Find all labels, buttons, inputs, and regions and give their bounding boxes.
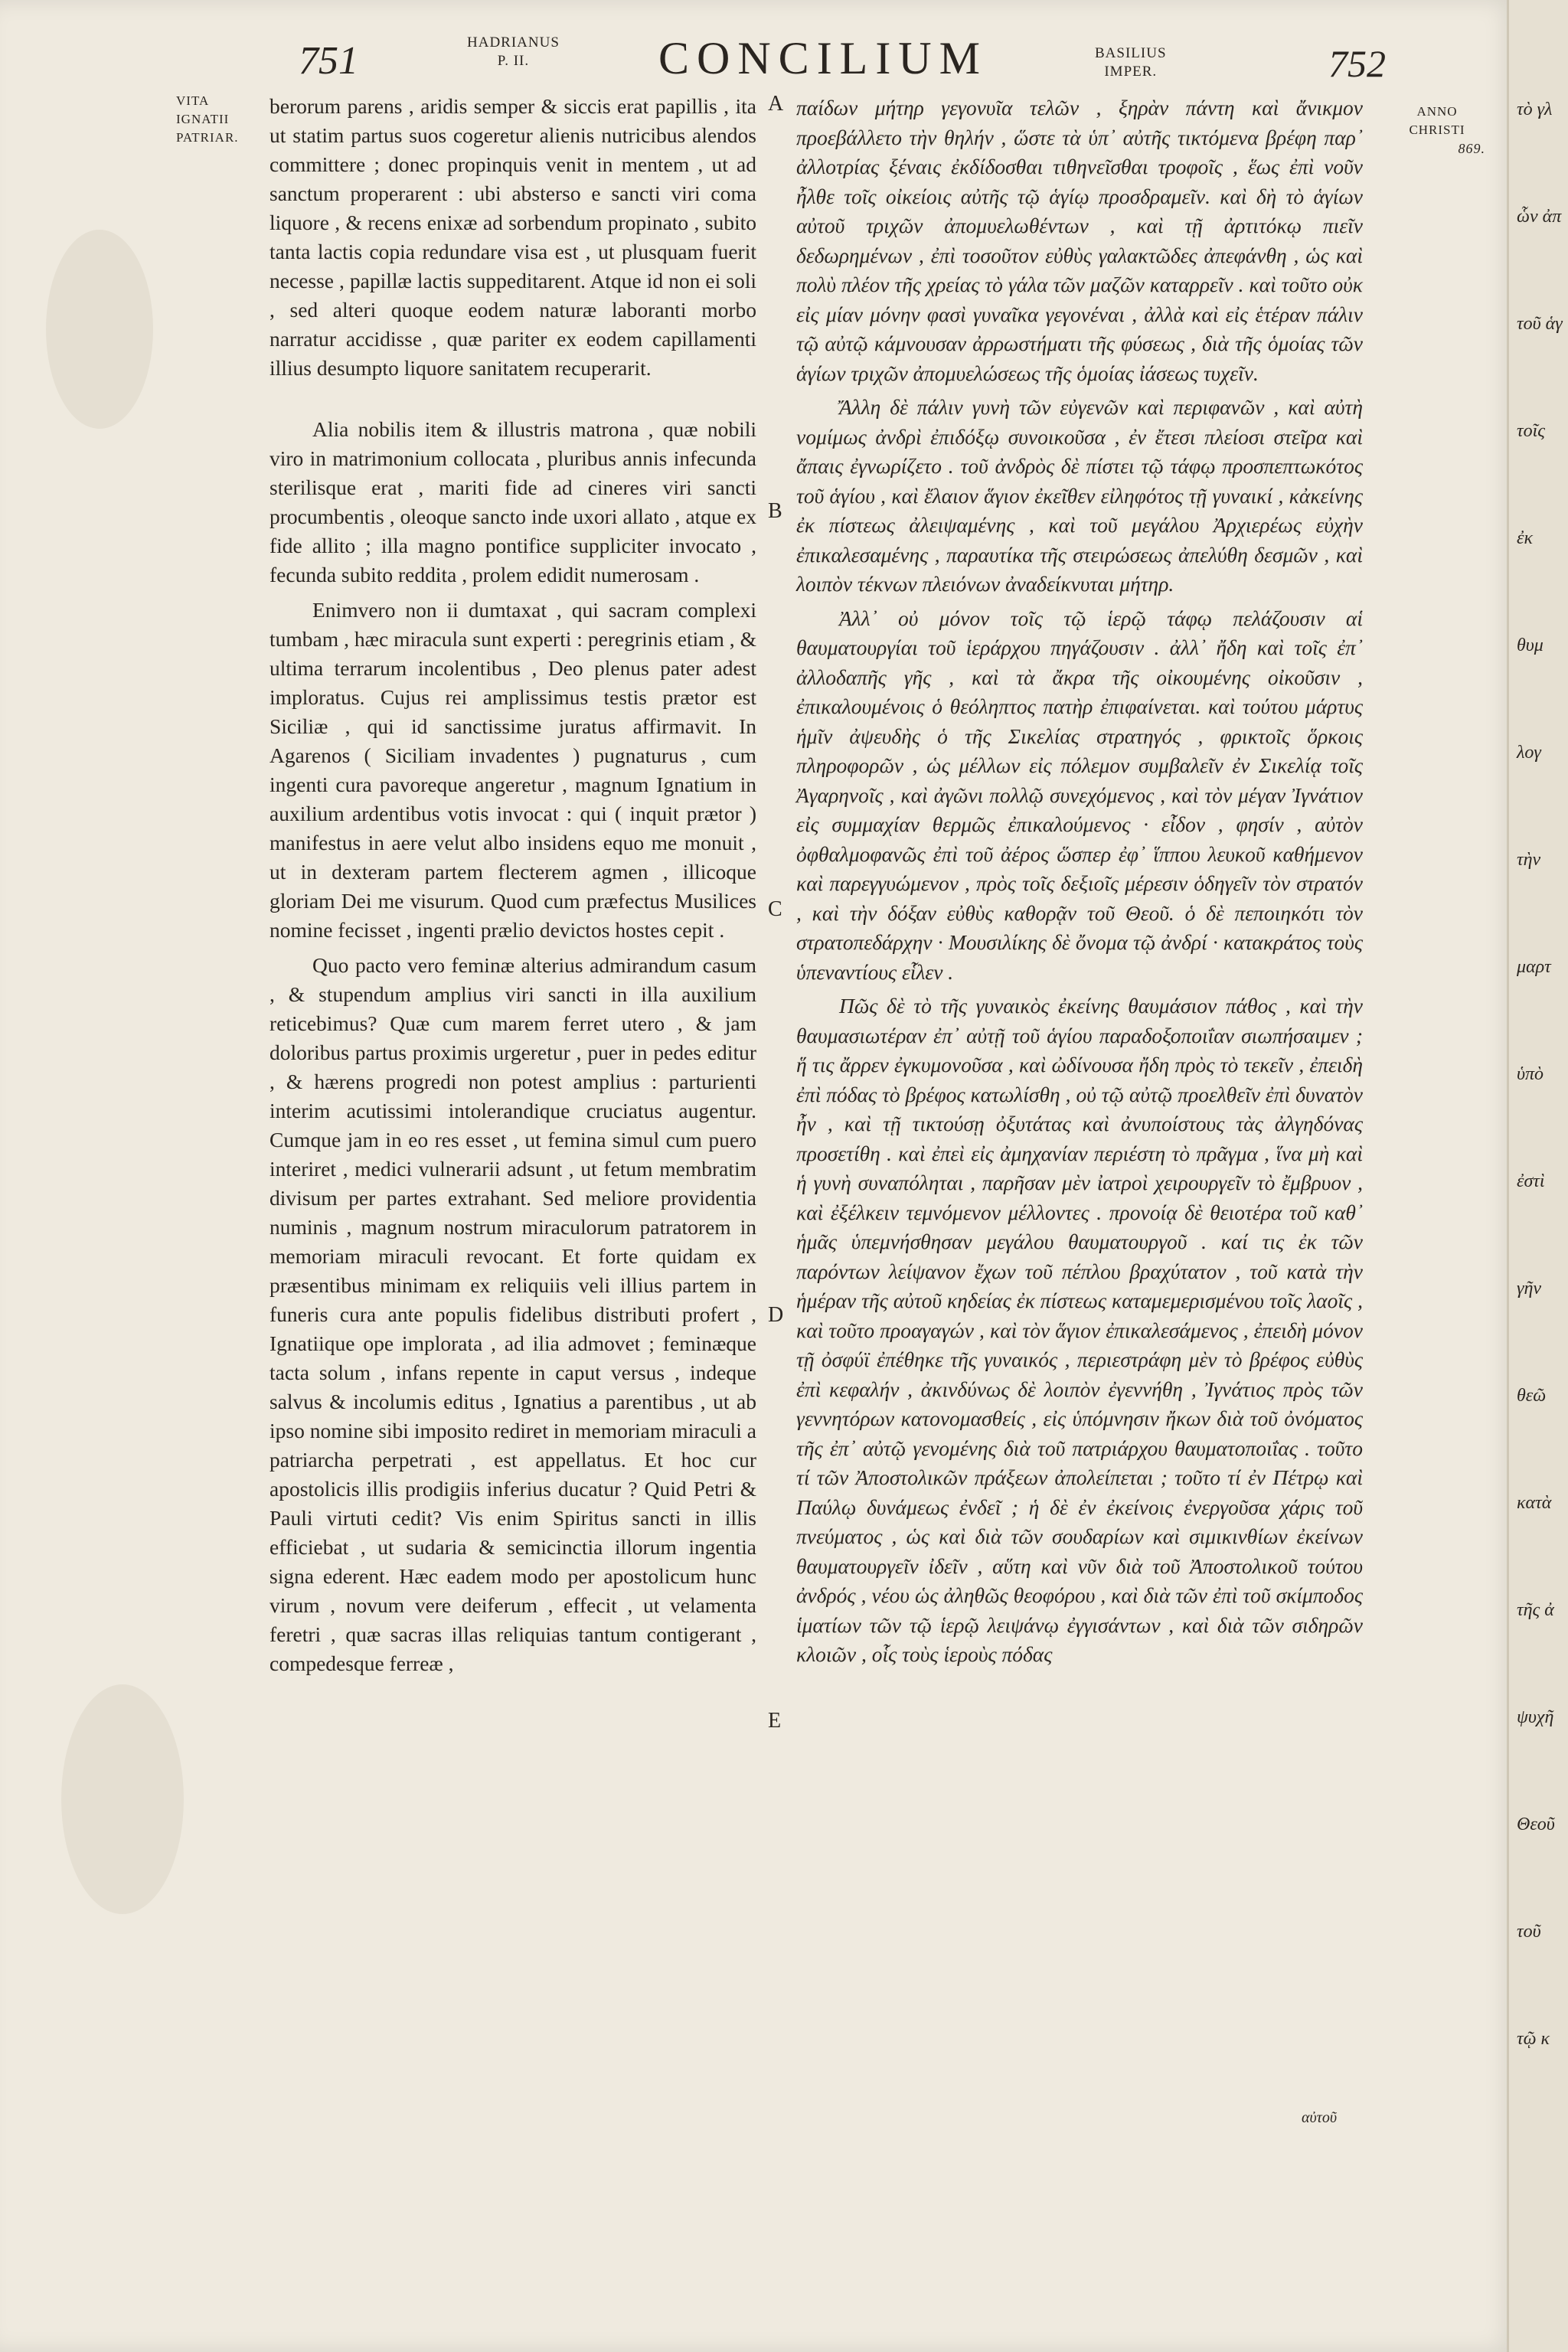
- latin-paragraph: Quo pacto vero feminæ alterius admirandum casum , & stupendum amplius viri sancti in illa auxilium reticebimus? Quæ cum marem ferret utero , & jam doloribus partus proximis urgeretur , puer in pedes editur , & hærens progredi non potest amplius : parturienti interim acutissimi intolerandique cruciatus augentur. Cumque jam in eo res esset , ut femina simul cum puero interiret , medici vulnerarii adsunt , ut fetum membratim divisum per partes extrahant. Sed meliore providentia numinis , magnum nostrum miraculorum patratorem in memoriam miraculi revocant. Et forte quidam ex præsentibus minimam ex reliquiis veli illius partem in funeris cura ante populis fidelibus distributi profert , Ignatiique ope implorata , ad ilia admovet ; feminæque tacta solum , infans repente in caput versus , indeque salvus & incolumis editus , Ignatius a parentibus , ut ab ipso nomine sibi imposito rediret in memoriam miraculi a patriarcha perpetrati , est appellatus. Et hoc cur apostolicis illis prodigiis inferius ducatur ? Quid Petri & Pauli virtuti cedit? Vis enim Spiritus sancti in illis efficiebat , ut sudaria & semicinctia illorum ingentia signa ederent. Hæc eadem modo per apostolicum hunc virum , novum vere deiferum , effecit , ut velamenta feretri , quæ sacras illas reliquias tantum contigerant , compedesque ferreæ ,: [270, 953, 756, 1675]
- facing-page-fragment: λογ: [1517, 743, 1541, 763]
- latin-paragraph: berorum parens , aridis semper & siccis erat papillis , ita ut statim partus suos cogeretur alienis nutricibus alendos committere ; donec propinquis venit in mentem , ut ad sanctum properarent : ubi absterso e sancti viri coma liquore , & recens enixæ ad sorbendum propinato , subito tanta lactis copia redundare visa est , ut plusquam fuerit necesse , papillæ lactis suppeditarent. Atque id non ei soli , sed alteri quoque eodem naturæ laboranti morbo narratur accidisse , quæ pariter ex eodem capillamenti illius desumpto liquore sanitatem recuperarit.: [270, 94, 756, 380]
- catchword: αὐτοῦ: [1302, 2109, 1338, 2126]
- margin-note-line: ANNO: [1416, 104, 1458, 119]
- section-mark-e: E: [768, 1709, 782, 1733]
- running-head-right: [1095, 44, 1167, 81]
- section-mark-c: C: [768, 897, 782, 921]
- margin-year: 869.: [1458, 141, 1485, 156]
- facing-page-fragment: τὴν: [1517, 850, 1541, 870]
- greek-paragraph: Ἄλλη δὲ πάλιν γυνὴ τῶν εὐγενῶν καὶ περιφανῶν , καὶ αὐτὴ νομίμως ἀνδρὶ ἐπιδόξῳ συνοικοῦσα , ἐν ἔτεσι πλείοσι στεῖρα καὶ ἄπαις ἐγνωρίζετο . τοῦ ἀνδρὸς δὲ πίστει τῷ τάφῳ προσπεπτωκότος τοῦ ἁγίου , καὶ ἔλαιον ἅγιον ἐκεῖθεν εἰληφότος τῇ γυναικί , κἀκείνης ἐκ πίστεως ἀλειψαμένης , καὶ τοῦ μεγάλου Ἀρχιερέως εὐχὴν ἐπικαλεσαμένης , παραυτίκα τῆς στειρώσεως ἀπελύθη δεσμῶν , καὶ λοιπὸν τέκνων πλειόνων ἀναδείκνυται μήτηρ.: [796, 395, 1363, 596]
- facing-page-fragment: θεῶ: [1517, 1386, 1547, 1406]
- latin-paragraph: Enimvero non ii dumtaxat , qui sacram complexi tumbam , hæc miracula sunt experti : peregrinis etiam , & ultima terrarum incolentibus , Deo plenus pater adest imploratus. Cujus rei amplissimus testis prætor est Siciliæ , qui id sanctissime juratus affirmavit. In Agarenos ( Siciliam invadentes ) pugnaturus , cum ingenti cura pavoreque angeretur , magnum Ignatium in auxilium ardentibus votis invocat : qui ( inquit prætor ) manifestus in aere velut albo insidens equo me monuit , ut in dexteram partem flecterem agmen , illicoque gloriam Dei me visurum. Quod cum præfectus Musilices nomine fecisset , ingenti prælio devictos hostes cepit .: [270, 598, 756, 942]
- greek-paragraph: παίδων μήτηρ γεγονυῖα τελῶν , ξηρὰν πάντη καὶ ἄνικμον προεβάλλετο τὴν θηλήν , ὥστε τὰ ὑπ᾽ αὐτῆς τικτόμενα βρέφη παρ᾽ ἀλλοτρίας ξέναις ἐκδίδοσθαι τιθηνεῖσθαι τροφοῖς , ἕως ἐπὶ νοῦν ἦλθε τοῖς οἰκείοις αὐτῆς τῷ ἁγίῳ προσδραμεῖν. καὶ δὴ τὸ ἁγίων αὐτοῦ τριχῶν ἀπομυελωθέντων , καὶ τῇ ἀρτιτόκῳ πιεῖν δεδωρημένων , ἐπὶ τοσοῦτον εὐθὺς γαλακτῶδες ἀπεφάνθη , ὡς καὶ πολὺ πλέον τῆς χρείας τὸ γάλα τῶν μαζῶν καταρρεῖν . καὶ τοῦτο οὐκ εἰς μίαν μόνην φασὶ γυναῖκα γεγονέναι , ἀλλὰ καὶ εἰς ἑτέραν πάλιν τῷ αὐτῷ κάμνουσαν ἀρρωστήματι τῆς φύσεως , διὰ τῆς ὁμοίας τῶν ἁγίων τριχῶν ἀπομυελώσεως τῆς ὁμοίας ἰάσεως τυχεῖν.: [796, 96, 1363, 385]
- facing-page-edge: [1507, 0, 1568, 2352]
- paper-stain: [61, 1684, 184, 1914]
- facing-page-fragment: ἐστὶ: [1517, 1171, 1545, 1191]
- running-head-right-line: IMPER.: [1104, 63, 1158, 80]
- latin-column: [270, 92, 756, 1678]
- section-mark-d: D: [768, 1303, 784, 1327]
- facing-page-fragment: τοῦ: [1517, 1922, 1541, 1942]
- running-head-left: [467, 34, 560, 70]
- greek-paragraph: Πῶς δὲ τὸ τῆς γυναικὸς ἐκείνης θαυμάσιον πάθος , καὶ τὴν θαυμασιωτέραν ἐπ᾽ αὐτῇ τοῦ ἁγίου παραδοξοποιΐαν σιωπήσαιμεν ; ἥ τις ἄρρεν ἐγκυμονοῦσα , καὶ ὠδίνουσα ἤδη πρὸς τὸ τεκεῖν , ἐπειδὴ ἐπὶ πόδας τὸ βρέφος κατωλίσθη , οὐ τῷ αὐτῷ προελθεῖν ἐπὶ δυνατὸν ἦν , καὶ τῇ τικτούσῃ ὀξυτάτας καὶ ἀνυποίστους τὰς ἀλγηδόνας προσετίθη . καὶ ἐπεὶ εἰς ἀμηχανίαν περιέστη τὸ πρᾶγμα , ἵνα μὴ καὶ ἡ γυνὴ συναπόληται , παρῆσαν μὲν ἰατροὶ χειρουργεῖν τὸ ἔμβρυον , καὶ ἐξέλκειν τεμνόμενον μέλλοντες . προνοίᾳ δὲ θειοτέρα τοῦ καθ᾽ ἡμᾶς ὑπεμνήσθησαν μεγάλου θαυματουργοῦ . καί τις ἐκ τῶν παρόντων λείψανον ἔχων τοῦ πέπλου βραχύτατον , τοῦ κατὰ τὴν ἡμέραν τῆς αὐτοῦ κηδείας ἐκ πίστεως καταμεμερισμένου τοῖς λαοῖς , καὶ τοῦτο προαγαγών , καὶ τὸν ἅγιον ἐπικαλεσάμενος , ἐπειδὴ μόνον τῇ ὀσφύϊ ἐπέθηκε τῆς γυναικός , περιεστράφη μὲν τὸ βρέφος εὐθὺς ἐπὶ κεφαλήν , ἀκινδύνως δὲ λοιπὸν ἐγεννήθη , Ἰγνάτιος πρὸς τῶν γεννητόρων κατονομασθείς , εἰς ὑπόμνησιν ἤκων διὰ τοῦ ὀνόματος τῆς ἐπ᾽ αὐτῷ γενομένης διὰ τοῦ πατριάρχου θαυματοποιΐας . τοῦτο τί τῶν Ἀποστολικῶν πράξεων ἀπολείπεται ; τοῦτο τί ἐν Πέτρῳ καὶ Παύλῳ δυνάμεως ἐνδεῖ ; ἡ δὲ ἐν ἐκείνοις ἐνεργοῦσα χάρις τοῦ πνεύματος , ὡς καὶ διὰ τῶν σουδαρίων καὶ σιμικινθίων ἐκείνων θαυματουργεῖν ἰδεῖν , αὕτη καὶ νῦν διὰ τοῦ Ἀποστολικοῦ τούτου ἀνδρός , νέου ὡς ἀληθῶς θεοφόρου , καὶ διὰ τῶν ἐπὶ τοῦ σκίμποδος ἱματίων τῶν τῷ ἱερῷ λειψάνῳ ἐγγισάντων , καὶ διὰ τῶν σιδηρῶν κλοιῶν , οἷς τοὺς ἱεροὺς πόδας: [796, 994, 1363, 1666]
- section-mark-b: B: [768, 499, 782, 523]
- greek-column: [796, 93, 1363, 1670]
- margin-note-line: PATRIAR.: [176, 130, 239, 145]
- facing-page-fragment: γῆν: [1517, 1279, 1542, 1298]
- page-title: CONCILIUM: [658, 33, 988, 83]
- page-number-left: 751: [299, 39, 358, 83]
- page-number-right: 752: [1328, 42, 1386, 85]
- facing-page-fragment: κατὰ: [1517, 1493, 1552, 1513]
- facing-page-fragment: τοῖς: [1517, 421, 1545, 441]
- facing-page-fragment: θυμ: [1517, 635, 1544, 655]
- facing-page-fragment: ὑπὸ: [1517, 1064, 1544, 1084]
- facing-page-fragment: ἐκ: [1517, 528, 1533, 548]
- facing-page-fragment: μαρτ: [1517, 957, 1551, 977]
- latin-paragraph: Alia nobilis item & illustris matrona , quæ nobili viro in matrimonium collocata , pluribus annis infecunda sterilisque erat , mariti fide ad cineres viri sancti procumbentis , oleoque sancto inde uxori allato , atque ex fide allito ; illa magno pontifice suppliciter invocato , fecunda subito reddita , prolem edidit numerosam .: [270, 417, 756, 586]
- facing-page-fragment: ὧν ἀπ: [1517, 207, 1562, 227]
- margin-note-line: VITA: [176, 93, 210, 108]
- running-head-right-line: BASILIUS: [1095, 45, 1167, 61]
- running-head-left-line: HADRIANUS: [467, 34, 560, 51]
- margin-note-line: IGNATII: [176, 112, 230, 126]
- facing-page-fragment: τῆς ἀ: [1517, 1600, 1554, 1620]
- facing-page-fragment: τοῦ ἁγ: [1517, 314, 1563, 334]
- greek-paragraph: Ἀλλ᾽ οὐ μόνον τοῖς τῷ ἱερῷ τάφῳ πελάζουσιν αἱ θαυματουργίαι τοῦ ἱεράρχου πηγάζουσιν . ἀλλ᾽ ἤδη καὶ τοῖς ἐπ᾽ ἀλλοδαπῆς γῆς , καὶ τὰ ἄκρα τῆς οἰκουμένης οἰκοῦσιν , ἐπικαλουμένοις ὁ θεόληπτος πατὴρ ἐπιφαίνεται. καὶ τούτου μάρτυς ἡμῖν ἀψευδὴς ὁ τῆς Σικελίας στρατηγός , φρικτοῖς ὅρκοις πληροφορῶν , ὡς μέλλων εἰς πόλεμον συμβαλεῖν ἐν Σικελίᾳ τοῖς Ἀγαρηνοῖς , καὶ ἀγῶνι πολλῷ συνεχόμενος , καὶ τὸν μέγαν Ἰγνάτιον εἰς συμμαχίαν θερμῶς ἐπικαλούμενος · εἶδον , φησίν , αὐτὸν ὀφθαλμοφανῶς ἐπὶ τοῦ ἀέρος ὥσπερ ἐφ᾽ ἵππου λευκοῦ καθήμενον καὶ παρεγγυώμενον , πρὸς τοῖς δεξιοῖς μέρεσιν ὁδηγεῖν τὸν στρατόν , καὶ τὴν δόξαν εὐθὺς καθορᾷν τοῦ Θεοῦ. ὁ δὲ πεποιηκότι τὸν στρατοπεδάρχην · Μουσιλίκης δὲ ὄνομα τῷ ἀνδρί · κατακράτος τοὺς ὑπεναντίους εἷλεν .: [796, 606, 1363, 984]
- section-mark-a: A: [768, 92, 784, 116]
- paper-stain: [46, 230, 153, 429]
- running-head-left-line: P. II.: [497, 52, 530, 69]
- facing-page-fragment: τῷ κ: [1517, 2029, 1550, 2049]
- facing-page-fragment: τὸ γλ: [1517, 100, 1553, 119]
- facing-page-fragment: ψυχῆ: [1517, 1707, 1554, 1727]
- facing-page-fragment: Θεοῦ: [1517, 1815, 1555, 1834]
- right-margin-note: [1372, 103, 1502, 158]
- left-margin-note: [176, 92, 264, 147]
- margin-note-line: CHRISTI: [1409, 122, 1465, 137]
